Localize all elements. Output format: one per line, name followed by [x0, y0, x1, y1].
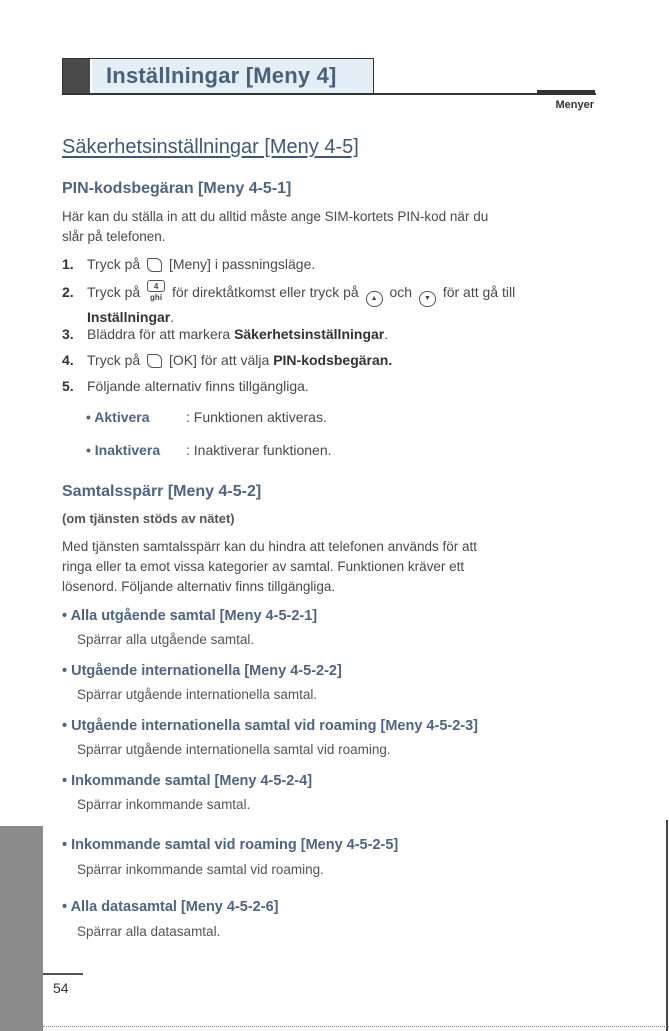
step-text: . [384, 326, 389, 342]
barring-item-desc: Spärrar utgående internationella samtal vid roaming. [77, 742, 391, 757]
footer-rule [43, 973, 83, 975]
step-bold: Säkerhetsinställningar [234, 326, 385, 342]
option-label: • Aktivera [86, 409, 150, 425]
option-desc: : Funktionen aktiveras. [186, 409, 327, 425]
step-text: . [170, 309, 175, 325]
pin-intro [62, 207, 602, 247]
step-text: [OK] för att välja [168, 352, 270, 368]
step-text: Bläddra för att markera [87, 326, 231, 342]
step-text: Tryck på [87, 284, 141, 300]
step-4 [62, 350, 602, 370]
step-text: Följande alternativ finns tillgängliga. [87, 378, 309, 394]
step-number: 2. [62, 284, 74, 300]
barring-item-desc: Spärrar alla utgående samtal. [77, 632, 255, 647]
bottom-edge-dots [43, 1026, 669, 1027]
step-text: Tryck på [87, 256, 141, 272]
barring-intro-line: Med tjänsten samtalsspärr kan du hindra att telefonen används för att [62, 539, 477, 554]
barring-item-desc: Spärrar inkommande samtal vid roaming. [77, 862, 324, 877]
barring-item-title: • Inkommande samtal vid roaming [Meny 4-5-2-5] [62, 837, 399, 853]
key-4-icon: 4 ghi [147, 280, 165, 292]
chapter-title: Inställningar [Meny 4] [106, 63, 337, 88]
barring-intro-line: ringa eller ta emot vissa kategorier av samtal. Funktionen kräver ett [62, 559, 465, 574]
barring-item-desc: Spärrar alla datasamtal. [77, 924, 221, 939]
barring-intro [62, 537, 602, 597]
step-bold: Inställningar [87, 309, 171, 325]
header-rule [62, 93, 596, 95]
pin-intro-line: slår på telefonen. [62, 229, 166, 244]
barring-heading: Samtalsspärr [Meny 4-5-2] [62, 483, 262, 500]
header-marker-square [63, 59, 90, 94]
step-number: 3. [62, 326, 74, 342]
nav-up-icon: ▲ [366, 291, 383, 307]
option-aktivera [86, 409, 327, 425]
step-number: 5. [62, 378, 74, 394]
side-thumb-tab [0, 826, 43, 1031]
nav-down-icon: ▼ [419, 291, 436, 307]
step-text: Tryck på [87, 352, 141, 368]
step-text: och [389, 284, 413, 300]
step-text: för direktåtkomst eller tryck på [171, 284, 359, 300]
step-text: [Meny] i passningsläge. [168, 256, 316, 272]
softkey-icon [147, 258, 162, 272]
step-number: 4. [62, 352, 74, 368]
pin-intro-line: Här kan du ställa in att du alltid måste ange SIM-kortets PIN-kod när du [62, 209, 489, 224]
step-bold: PIN-kodsbegäran. [273, 352, 393, 368]
page-edge-line [666, 820, 668, 1031]
section-label: Menyer [555, 99, 594, 111]
header-rule-tab [537, 90, 595, 95]
option-desc: : Inaktiverar funktionen. [186, 442, 332, 458]
barring-item-desc: Spärrar utgående internationella samtal. [77, 687, 318, 702]
section-title: Säkerhetsinställningar [Meny 4-5] [62, 136, 359, 158]
barring-intro-line: lösenord. Följande alternativ finns tillgängliga. [62, 579, 336, 594]
step-3 [62, 324, 602, 344]
page-number: 54 [53, 980, 69, 996]
softkey-icon [147, 354, 162, 368]
barring-item-title: • Utgående internationella [Meny 4-5-2-2] [62, 663, 342, 679]
barring-item-title: • Utgående internationella samtal vid roaming [Meny 4-5-2-3] [62, 718, 478, 734]
step-text: för att gå till [442, 284, 516, 300]
barring-note: (om tjänsten stöds av nätet) [62, 511, 235, 526]
barring-item-title: • Inkommande samtal [Meny 4-5-2-4] [62, 773, 313, 789]
option-label: • Inaktivera [86, 442, 161, 458]
barring-item-desc: Spärrar inkommande samtal. [77, 797, 251, 812]
pin-heading: PIN-kodsbegäran [Meny 4-5-1] [62, 180, 292, 197]
option-inaktivera [86, 442, 332, 458]
step-5 [62, 376, 602, 396]
barring-item-title: • Alla datasamtal [Meny 4-5-2-6] [62, 899, 279, 915]
step-2 [62, 280, 602, 327]
step-1 [62, 254, 602, 274]
barring-item-title: • Alla utgående samtal [Meny 4-5-2-1] [62, 608, 318, 624]
step-number: 1. [62, 256, 74, 272]
